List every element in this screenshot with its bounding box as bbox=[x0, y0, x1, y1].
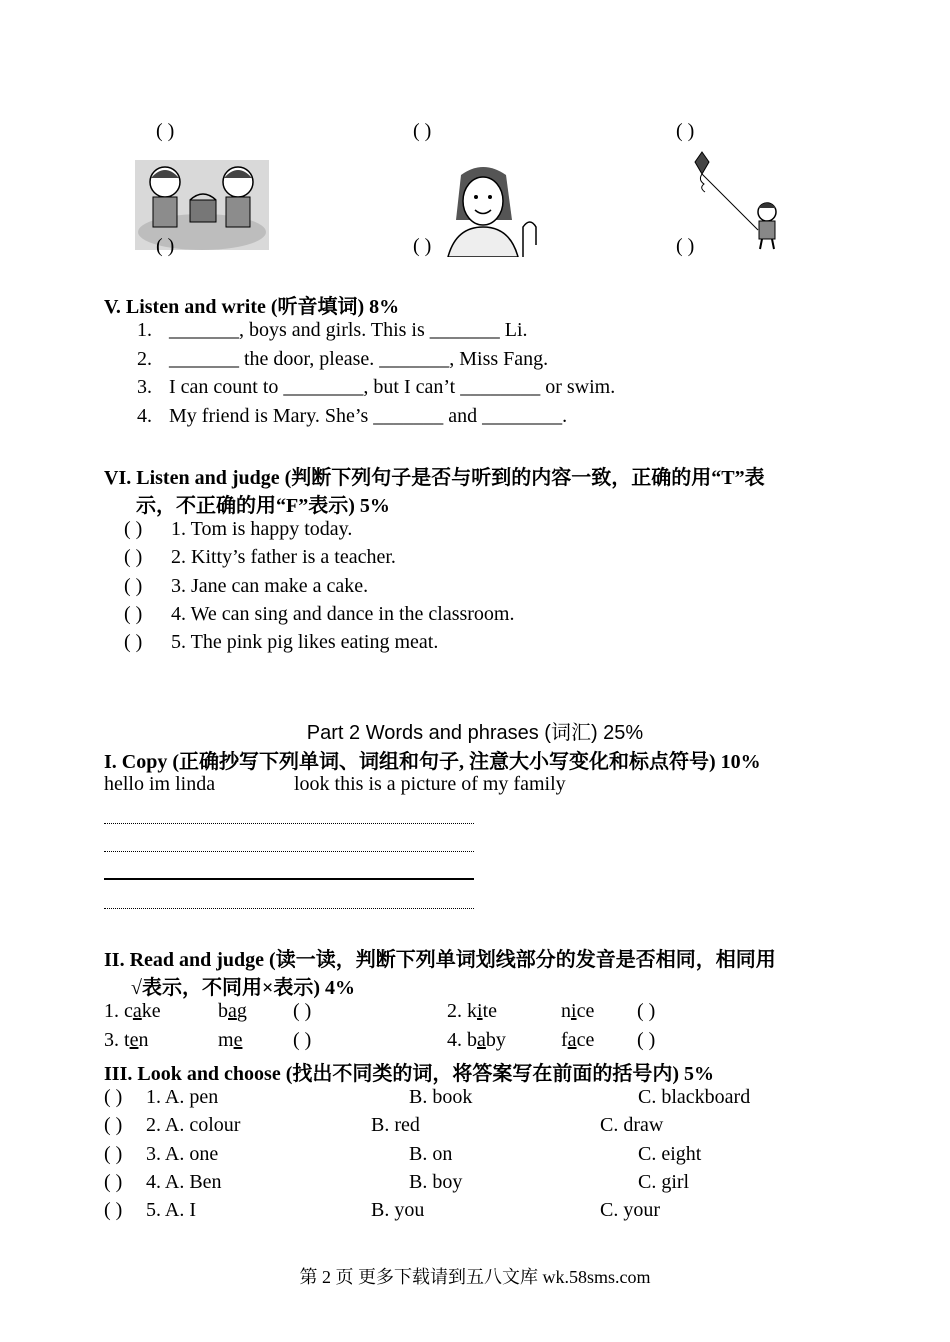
copy-heading: I. Copy (正确抄写下列单词、词组和句子, 注意大小写变化和标点符号) 10% bbox=[104, 751, 761, 773]
judge-item: 5. The pink pig likes eating meat. bbox=[171, 631, 439, 653]
answer-paren-4[interactable]: ( ) bbox=[156, 235, 175, 257]
choose-option-a: 2. A. colour bbox=[146, 1114, 241, 1136]
word: bag bbox=[218, 1000, 247, 1022]
judge-item: 4. We can sing and dance in the classroom. bbox=[171, 603, 515, 625]
judge-paren[interactable]: ( ) bbox=[293, 1000, 312, 1022]
item-number: 1. bbox=[104, 1000, 119, 1022]
choose-option-b: B. book bbox=[409, 1086, 473, 1108]
listen-write-num: 1. bbox=[137, 319, 152, 341]
word: baby bbox=[467, 1029, 506, 1051]
judge-item: 1. Tom is happy today. bbox=[171, 518, 353, 540]
choose-option-a: 1. A. pen bbox=[146, 1086, 219, 1108]
choose-paren[interactable]: ( ) bbox=[104, 1114, 123, 1136]
answer-paren-2[interactable]: ( ) bbox=[413, 120, 432, 142]
writing-line[interactable] bbox=[104, 908, 474, 909]
choose-option-c: C. girl bbox=[638, 1171, 690, 1193]
read-judge-item-4 bbox=[447, 1029, 506, 1052]
listen-write-item: _______, boys and girls. This is _______ Li. bbox=[169, 319, 528, 341]
read-judge-item-3 bbox=[104, 1029, 148, 1052]
item-number: 3. bbox=[104, 1029, 119, 1051]
section-6-heading-cont: 示，不正确的用“F”表示) 5% bbox=[136, 495, 390, 517]
judge-item: 3. Jane can make a cake. bbox=[171, 575, 369, 597]
choose-option-b: B. red bbox=[371, 1114, 420, 1136]
word: nice bbox=[561, 1000, 595, 1022]
judge-paren[interactable]: ( ) bbox=[124, 631, 143, 653]
choose-option-a: 4. A. Ben bbox=[146, 1171, 222, 1193]
judge-paren[interactable]: ( ) bbox=[124, 546, 143, 568]
listen-write-item: _______ the door, please. _______, Miss Fang. bbox=[169, 348, 549, 370]
read-judge-item-2 bbox=[447, 1000, 497, 1023]
writing-line[interactable] bbox=[104, 851, 474, 852]
judge-paren[interactable]: ( ) bbox=[637, 1029, 656, 1051]
choose-option-c: C. your bbox=[600, 1199, 660, 1221]
word: kite bbox=[467, 1000, 497, 1022]
choose-option-c: C. eight bbox=[638, 1143, 702, 1165]
choose-option-b: B. on bbox=[409, 1143, 453, 1165]
word: cake bbox=[124, 1000, 161, 1022]
judge-paren[interactable]: ( ) bbox=[637, 1000, 656, 1022]
page-footer: 第 2 页 更多下载请到五八文库 wk.58sms.com bbox=[299, 1267, 651, 1287]
word: me bbox=[218, 1029, 243, 1051]
writing-line[interactable] bbox=[104, 823, 474, 824]
choose-option-b: B. boy bbox=[409, 1171, 463, 1193]
choose-paren[interactable]: ( ) bbox=[104, 1143, 123, 1165]
word: face bbox=[561, 1029, 595, 1051]
section-6-heading: VI. Listen and judge (判断下列句子是否与听到的内容一致，正确的用“T”表 bbox=[104, 467, 765, 489]
item-number: 2. bbox=[447, 1000, 462, 1022]
copy-text-1: hello im linda bbox=[104, 773, 216, 795]
choose-option-a: 5. A. I bbox=[146, 1199, 196, 1221]
item-number: 4. bbox=[447, 1029, 462, 1051]
choose-option-b: B. you bbox=[371, 1199, 425, 1221]
part-2-title: Part 2 Words and phrases (词汇) 25% bbox=[306, 722, 644, 744]
judge-paren[interactable]: ( ) bbox=[293, 1029, 312, 1051]
listen-write-num: 3. bbox=[137, 376, 152, 398]
read-judge-item-1 bbox=[104, 1000, 161, 1023]
word: ten bbox=[124, 1029, 149, 1051]
choose-paren[interactable]: ( ) bbox=[104, 1199, 123, 1221]
choose-option-a: 3. A. one bbox=[146, 1143, 219, 1165]
read-judge-heading-cont: √表示，不同用×表示) 4% bbox=[131, 977, 356, 999]
section-5-heading: V. Listen and write (听音填词) 8% bbox=[104, 296, 400, 318]
answer-paren-6[interactable]: ( ) bbox=[676, 235, 695, 257]
choose-option-c: C. blackboard bbox=[638, 1086, 751, 1108]
judge-paren[interactable]: ( ) bbox=[124, 575, 143, 597]
listen-write-item: I can count to ________, but I can’t ________ or swim. bbox=[169, 376, 616, 398]
answer-paren-3[interactable]: ( ) bbox=[676, 120, 695, 142]
answer-paren-1[interactable]: ( ) bbox=[156, 120, 175, 142]
picture-kite-icon bbox=[690, 150, 785, 250]
listen-write-num: 4. bbox=[137, 405, 152, 427]
copy-text-2: look this is a picture of my family bbox=[294, 773, 566, 795]
judge-paren[interactable]: ( ) bbox=[124, 518, 143, 540]
listen-write-item: My friend is Mary. She’s _______ and ________. bbox=[169, 405, 568, 427]
answer-paren-5[interactable]: ( ) bbox=[413, 235, 432, 257]
writing-line[interactable] bbox=[104, 878, 474, 880]
choose-option-c: C. draw bbox=[600, 1114, 664, 1136]
judge-item: 2. Kitty’s father is a teacher. bbox=[171, 546, 396, 568]
choose-paren[interactable]: ( ) bbox=[104, 1086, 123, 1108]
picture-girl-icon bbox=[426, 165, 541, 257]
read-judge-heading: II. Read and judge (读一读，判断下列单词划线部分的发音是否相同，相同用 bbox=[104, 949, 776, 971]
judge-paren[interactable]: ( ) bbox=[124, 603, 143, 625]
listen-write-num: 2. bbox=[137, 348, 152, 370]
choose-paren[interactable]: ( ) bbox=[104, 1171, 123, 1193]
look-choose-heading: III. Look and choose (找出不同类的词，将答案写在前面的括号内) 5% bbox=[104, 1063, 715, 1085]
